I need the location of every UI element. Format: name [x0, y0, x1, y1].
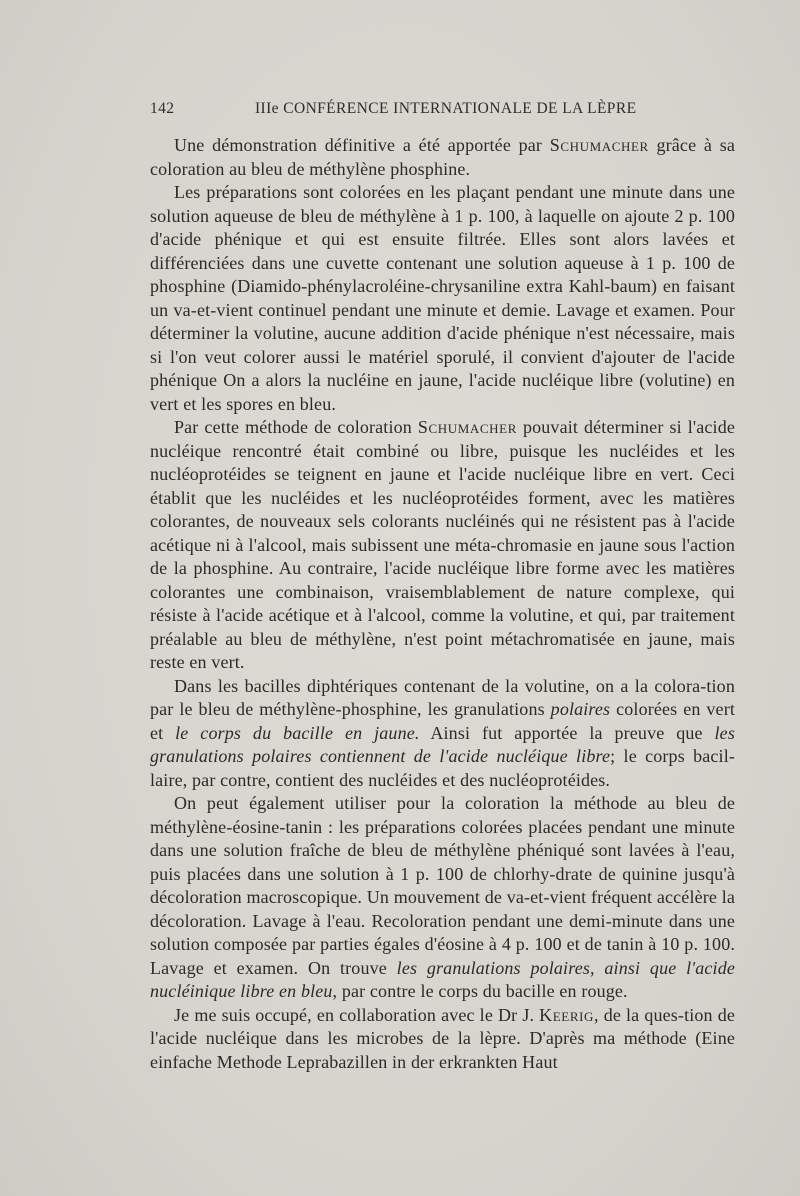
body-text [150, 134, 735, 1074]
page-number: 142 [150, 100, 175, 117]
paragraph-1: Une démonstration définitive a été apportée par Schumacher grâce à sa coloration au bleu de méthylène phosphine. [150, 135, 735, 179]
paragraph-5: On peut également utiliser pour la coloration la méthode au bleu de méthylène-éosine-tanin : les préparations colorées placées pendant une minute dans une solution fraîche de bleu de méthylène phéniqué sont lavées à l'eau, puis placées dans une solution à 1 p. 100 de chlorhy-drate de quinine jusqu'à décoloration macroscopique. Un mouvement de va-et-vient fréquent accélère la décoloration. Lavage à l'eau. Recoloration pendant une demi-minute dans une solution composée par parties égales d'éosine à 4 p. 100 et de tanin à 10 p. 100. Lavage et examen. On trouve les granulations polaires, ainsi que l'acide nucléinique libre en bleu, par contre le corps du bacille en rouge. [150, 793, 735, 1001]
document-page [150, 100, 735, 1074]
paragraph-3: Par cette méthode de coloration Schumacher pouvait déterminer si l'acide nucléique rencontré était combiné ou libre, puisque les nucléides et les nucléoprotéides se teignent en jaune et l'acide nucléique libre en vert. Ceci établit que les nucléides et les nucléoprotéides forment, avec les matières colorantes, de nouveaux sels colorants nucléinés qui ne résistent pas à l'acide acétique ni à l'alcool, mais subissent une méta-chromasie en jaune sous l'action de la phosphine. Au contraire, l'acide nucléique libre forme avec les matières colorantes une combinaison, vraisemblablement de nature complexe, qui résiste à l'acide acétique et à l'alcool, comme la volutine, et qui, par traitement préalable au bleu de méthylène, n'est point métachromatisée en jaune, mais reste en vert. [150, 417, 736, 672]
running-title: IIIe CONFÉRENCE INTERNATIONALE DE LA LÈPRE [255, 100, 637, 117]
author-name: Keerig [539, 1004, 595, 1025]
author-name: Schumacher [549, 135, 649, 155]
page-header [150, 100, 735, 124]
paragraph-6: Je me suis occupé, en collaboration avec le Dr J. Keerig, de la ques-tion de l'acide nucléique dans les microbes de la lèpre. D'après ma méthode (Eine einfache Methode Leprabazillen in der erkrankten Haut [150, 1004, 735, 1072]
author-name: Schumacher [417, 417, 517, 437]
paragraph-2: Les préparations sont colorées en les plaçant pendant une minute dans une solution aqueuse de bleu de méthylène à 1 p. 100, à laquelle on ajoute 2 p. 100 d'acide phénique et qui est ensuite filtrée. Elles sont alors lavées et différenciées dans une cuvette contenant une solution aqueuse à 1 p. 100 de phosphine (Diamido-phénylacroléine-chrysaniline extra Kahl-baum) en faisant un va-et-vient continuel pendant une minute et demie. Lavage et examen. Pour déterminer la volutine, aucune addition d'acide phénique n'est nécessaire, mais si l'on veut colorer aussi le matériel sporulé, il convient d'ajouter de l'acide phénique On a alors la nucléine en jaune, l'acide nucléique libre (volutine) en vert et les spores en bleu. [150, 182, 735, 414]
paragraph-4: Dans les bacilles diphtériques contenant de la volutine, on a la colora-tion par le bleu de méthylène-phosphine, les granulations polaires colorées en vert et le corps du bacille en jaune. Ainsi fut apportée la preuve que les granulations polaires contiennent de l'acide nucléique libre; le corps bacil-laire, par contre, contient des nucléides et des nucléoprotéides. [150, 675, 735, 790]
